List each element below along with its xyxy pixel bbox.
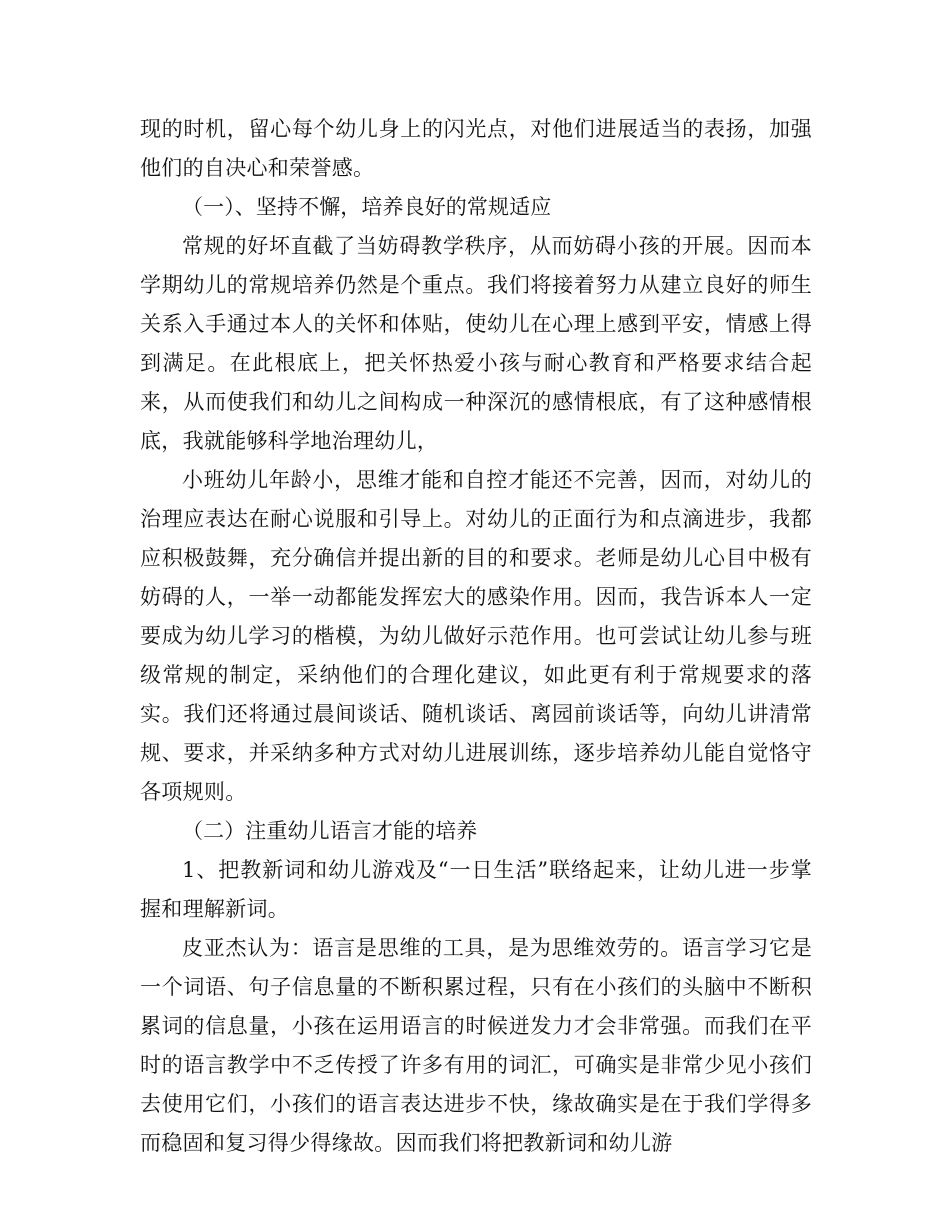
paragraph-routine: 常规的好坏直截了当妨碍教学秩序，从而妨碍小孩的开展。因而本学期幼儿的常规培养仍然是个重点。我们将接着努力从建立良好的师生关系入手通过本人的关怀和体贴，使幼儿在心理上感到平安，情感上得到满足。在此根底上，把关怀热爱小孩与耐心教育和严格要求结合起来，从而使我们和幼儿之间构成一种深沉的感情根底，有了这种感情根底，我就能够科学地治理幼儿， <box>140 234 812 453</box>
paragraph-point-1: 1、把教新词和幼儿游戏及“一日生活”联络起来，让幼儿进一步掌握和理解新词。 <box>140 858 812 921</box>
section-heading-1: （一）、坚持不懈，培养良好的常规适应 <box>182 195 552 219</box>
document-body <box>140 110 812 1163</box>
section-heading-2: （二）注重幼儿语言才能的培养 <box>182 819 478 843</box>
paragraph-continuation: 现的时机，留心每个幼儿身上的闪光点，对他们进展适当的表扬，加强他们的自决心和荣誉感。 <box>140 117 812 180</box>
paragraph-management: 小班幼儿年龄小，思维才能和自控才能还不完善，因而，对幼儿的治理应表达在耐心说服和引导上。对幼儿的正面行为和点滴进步，我都应积极鼓舞，充分确信并提出新的目的和要求。老师是幼儿心目中极有妨碍的人，一举一动都能发挥宏大的感染作用。因而，我告诉本人一定要成为幼儿学习的楷模，为幼儿做好示范作用。也可尝试让幼儿参与班级常规的制定，采纳他们的合理化建议，如此更有利于常规要求的落实。我们还将通过晨间谈话、随机谈话、离园前谈话等，向幼儿讲清常规、要求，并采纳多种方式对幼儿进展训练，逐步培养幼儿能自觉恪守各项规则。 <box>140 468 812 804</box>
paragraph-piaget: 皮亚杰认为：语言是思维的工具，是为思维效劳的。语言学习它是一个词语、句子信息量的不断积累过程，只有在小孩们的头脑中不断积累词的信息量，小孩在运用语言的时候迸发力才会非常强。而我们在平时的语言教学中不乏传授了许多有用的词汇，可确实是非常少见小孩们去使用它们，小孩们的语言表达进步不快，缘故确实是在于我们学得多而稳固和复习得少得缘故。因而我们将把教新词和幼儿游 <box>140 936 812 1155</box>
